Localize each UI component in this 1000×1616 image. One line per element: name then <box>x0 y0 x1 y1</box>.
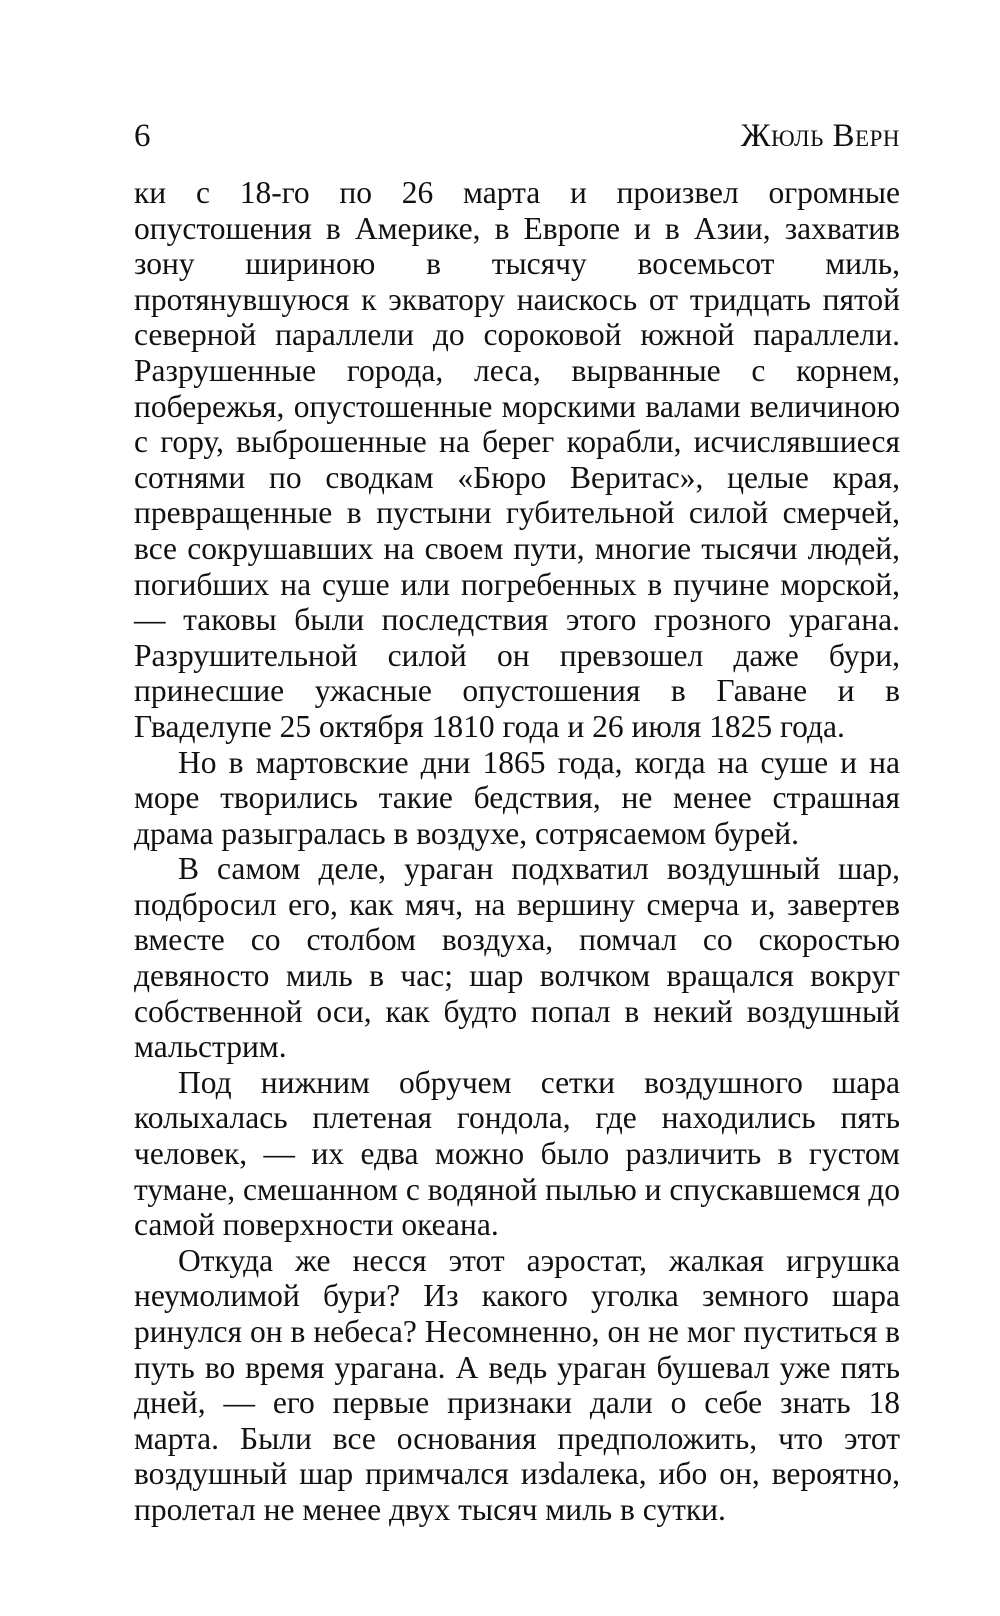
paragraph: В самом деле, ураган подхватил воздушный шар, подбросил его, как мяч, на вершину смерча и, завертев вместе со столбом воздуха, помчал со скоростью девяносто миль в час; шар волчком вращался вокруг собственной оси, как будто попал в некий воздушный мальстрим. <box>134 851 900 1065</box>
paragraph: Откуда же несся этот аэростат, жалкая игрушка неумолимой бури? Из какого уголка земного шара ринулся он в небеса? Несомненно, он не мог пуститься в путь во время урагана. А ведь ураган бушевал уже пять дней, — его первые признаки дали о себе знать 18 марта. Были все основания предположить, что этот воздушный шар примчался изdалека, ибо он, вероятно, пролетал не менее двух тысяч миль в сутки. <box>134 1242 900 1527</box>
running-title: Жюль Верн <box>740 118 900 154</box>
paragraph: Под нижним обручем сетки воздушного шара колыхалась плетеная гондола, где находились пять человек, — их едва можно было различить в густом тумане, смешанном с водяной пылью и спускавшемся до самой поверхности океана. <box>134 1064 900 1243</box>
page-number: 6 <box>134 118 151 154</box>
paragraph-continued: ки с 18-го по 26 марта и произвел огромные опустошения в Америке, в Европе и в Азии, захватив зону шириною в тысячу восемьсот миль, протянувшуюся к экватору наискось от тридцать пятой северной параллели до сороковой южной параллели. Разрушенные города, леса, вырванные с корнем, побережья, опустошенные морскими валами величиною с гору, выброшенные на берег корабли, исчислявшиеся сотнями по сводкам «Бюро Веритас», целые края, превращенные в пустыни губительной силой смерчей, все сокрушавших на своем пути, многие тысячи людей, погибших на суше или погребенных в пучине морской, — таковы были последствия этого грозного урагана. Разрушительной силой он превзошел даже бури, принесшие ужасные опустошения в Гаване и в Гваделупе 25 октября 1810 года и 26 июля 1825 года. <box>134 175 900 744</box>
body-text <box>134 175 900 1528</box>
paragraph: Но в мартовские дни 1865 года, когда на суше и на море творились такие бедствия, не менее страшная драма разыгралась в воздухе, сотрясаемом бурей. <box>134 744 900 851</box>
running-head <box>134 118 900 162</box>
